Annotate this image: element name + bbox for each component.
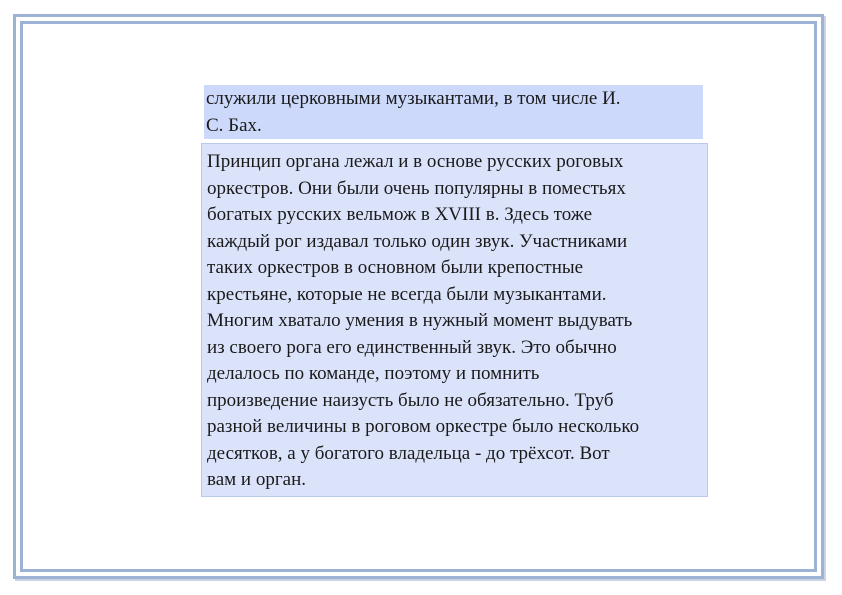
main-text-box: Принцип органа лежал и в основе русских роговых оркестров. Они были очень популярны в поместьях богатых русских вельмож в XVIII в. Здесь тоже каждый рог издавал только один звук. Участниками таких оркестров в основном были крепостные крестьяне, которые не всегда были музыкантами. Многим хватало умения в нужный момент выдувать из своего рога его единственный звук. Это обычно делалось по команде, поэтому и помнить произведение наизусть было не обязательно. Труб разной величины в роговом оркестре было несколько десятков, а у богатого владельца - до трёхсот. Вот вам и орган. [201,143,708,497]
text-fragment-box: служили церковными музыкантами, в том числе И. С. Бах. [204,85,703,139]
